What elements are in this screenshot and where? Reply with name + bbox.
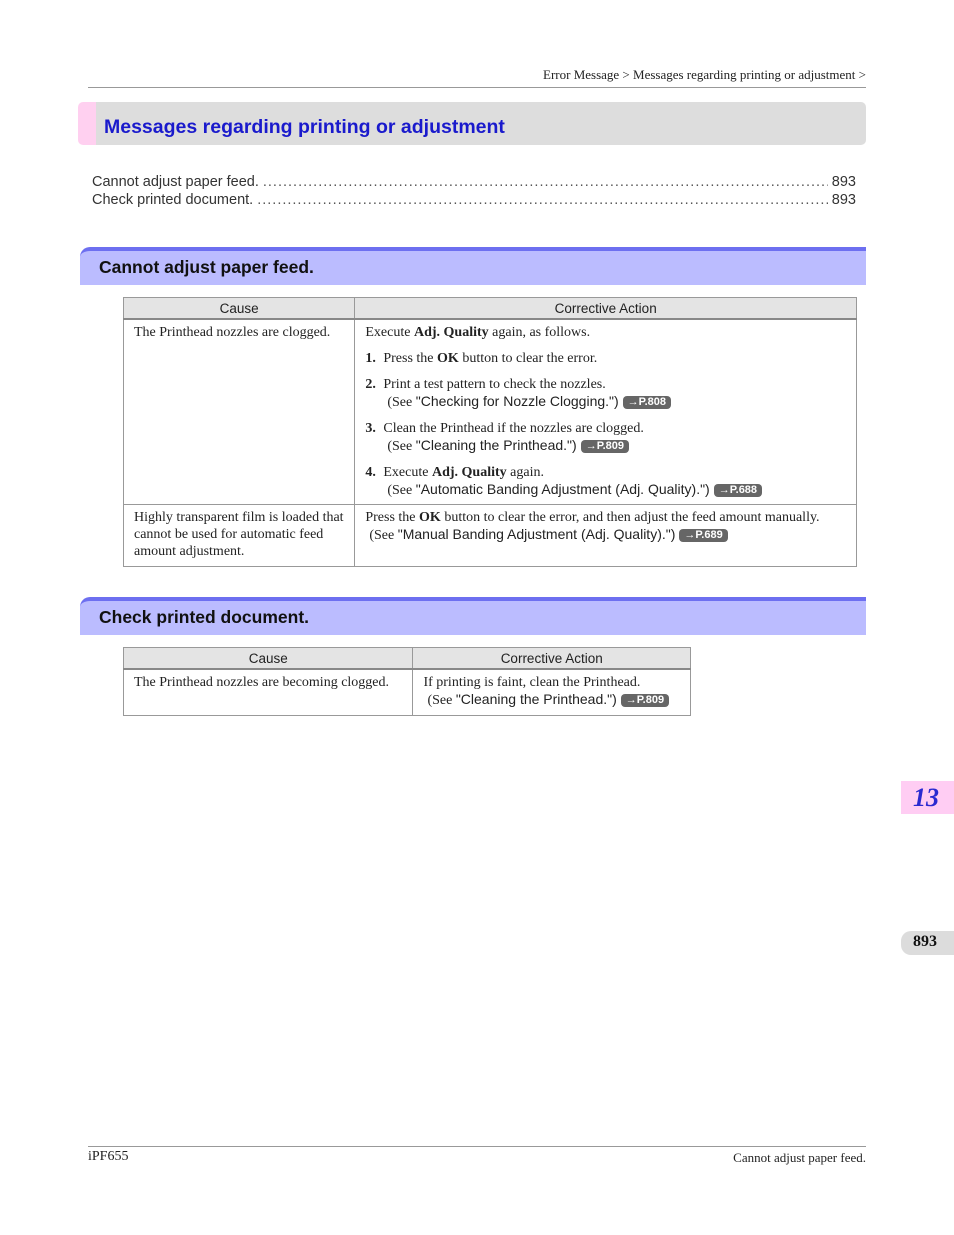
reference-link[interactable]: "Cleaning the Printhead."): [415, 437, 577, 453]
toc-entry-label[interactable]: Cannot adjust paper feed.: [92, 174, 259, 190]
column-header-cause: Cause: [124, 648, 413, 670]
toc-entry[interactable]: [92, 192, 856, 208]
column-header-action: Corrective Action: [355, 298, 857, 320]
page-title: Messages regarding printing or adjustment: [104, 116, 505, 138]
column-header-action: Corrective Action: [413, 648, 691, 670]
page-link-badge[interactable]: →P.808: [623, 396, 671, 409]
toc-entry[interactable]: [92, 174, 856, 190]
toc-entry-page[interactable]: 893: [831, 192, 856, 208]
action-intro: Execute Adj. Quality again, as follows.: [365, 325, 591, 340]
see-reference: (See "Checking for Nozzle Clogging.") →P.808: [365, 393, 847, 411]
chapter-number[interactable]: 13: [913, 783, 939, 812]
page-link-badge[interactable]: →P.809: [581, 440, 629, 453]
section-title: Check printed document.: [99, 607, 310, 627]
page-link-badge[interactable]: →P.688: [714, 484, 762, 497]
action-text: Press the OK button to clear the error, and then adjust the feed amount manually.: [365, 510, 820, 525]
toc-leader-dots: [263, 174, 828, 190]
action-text: If printing is faint, clean the Printhead.: [423, 675, 641, 690]
breadcrumb: Error Message > Messages regarding printing or adjustment >: [543, 67, 866, 82]
see-reference: (See "Manual Banding Adjustment (Adj. Quality).") →P.689: [365, 526, 847, 544]
reference-link[interactable]: "Checking for Nozzle Clogging."): [415, 393, 619, 409]
cause-cell: The Printhead nozzles are clogged.: [124, 319, 355, 505]
step-4: 4. Execute Adj. Quality again.: [365, 465, 544, 480]
footer-model: iPF655: [88, 1149, 129, 1164]
table-row: [124, 319, 857, 505]
step-3: 3. Clean the Printhead if the nozzles are clogged.: [365, 421, 644, 436]
footer-section: Cannot adjust paper feed.: [733, 1150, 866, 1165]
see-reference: (See "Cleaning the Printhead.") →P.809: [365, 437, 847, 455]
toc-entry-page[interactable]: 893: [831, 174, 856, 190]
action-cell: [355, 505, 857, 567]
reference-link[interactable]: "Cleaning the Printhead."): [455, 691, 617, 707]
step-1: 1. Press the OK button to clear the error.: [365, 351, 598, 366]
toc-leader-dots: [257, 192, 828, 208]
table-row: [124, 669, 691, 716]
page-link-badge[interactable]: →P.689: [679, 529, 727, 542]
action-cell: [355, 319, 857, 505]
reference-link[interactable]: "Automatic Banding Adjustment (Adj. Quality)."): [415, 481, 710, 497]
page-number: 893: [913, 933, 937, 950]
toc-entry-label[interactable]: Check printed document.: [92, 192, 254, 208]
see-reference: (See "Automatic Banding Adjustment (Adj. Quality).") →P.688: [365, 481, 847, 499]
see-reference: (See "Cleaning the Printhead.") →P.809: [423, 691, 681, 709]
footer-divider: [88, 1146, 866, 1147]
header-divider: [88, 87, 866, 88]
cause-cell: The Printhead nozzles are becoming clogged.: [124, 669, 413, 716]
page-link-badge[interactable]: →P.809: [621, 694, 669, 707]
reference-link[interactable]: "Manual Banding Adjustment (Adj. Quality)."): [397, 526, 676, 542]
step-2: 2. Print a test pattern to check the nozzles.: [365, 377, 606, 392]
error-table: [123, 297, 857, 567]
error-table: [123, 647, 691, 716]
cause-cell: Highly transparent film is loaded that cannot be used for automatic feed amount adjustment.: [124, 505, 355, 567]
column-header-cause: Cause: [124, 298, 355, 320]
section-title: Cannot adjust paper feed.: [99, 257, 314, 277]
table-row: [124, 505, 857, 567]
action-cell: [413, 669, 691, 716]
